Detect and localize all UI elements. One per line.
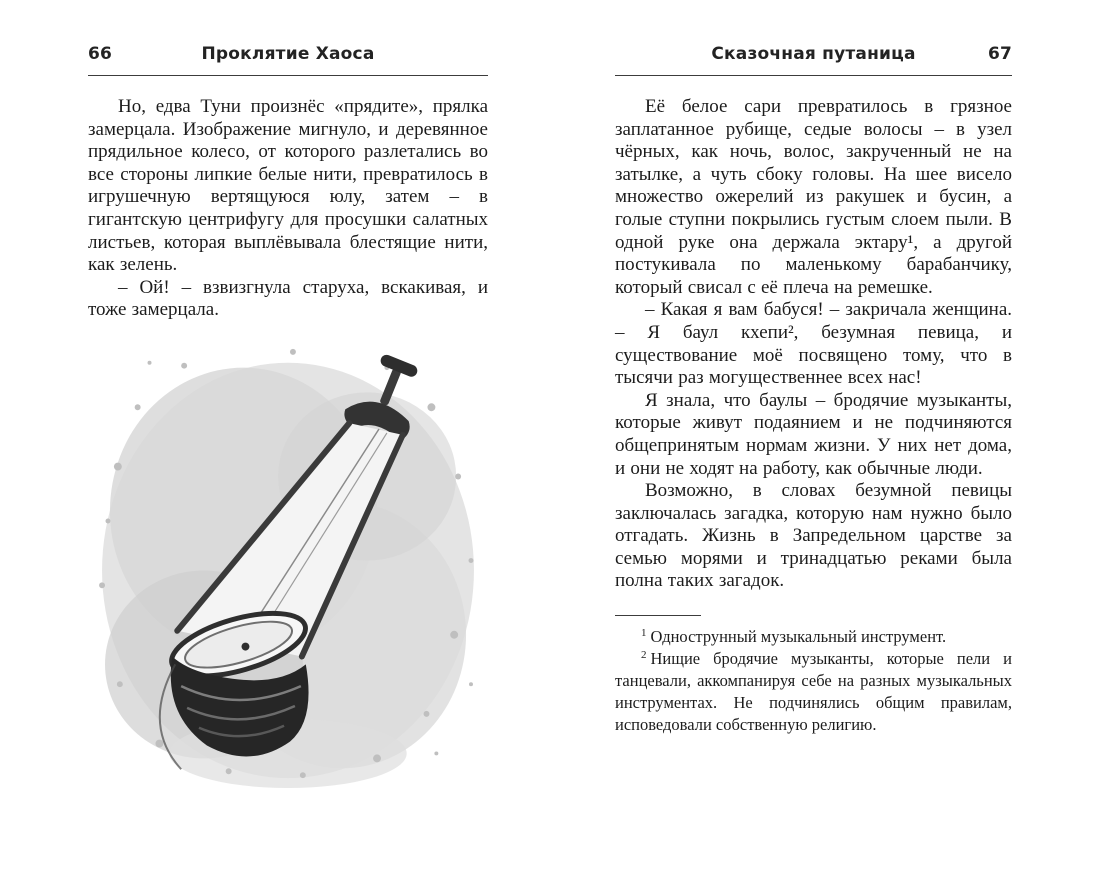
page-number-left: 66 (88, 44, 113, 64)
ektara-bridge (242, 643, 250, 651)
footnote-1-text: Однострунный музыкальный инструмент. (650, 627, 947, 647)
footnotes (615, 626, 1012, 736)
ektara-sketch-svg (88, 338, 488, 793)
footnote-2 (615, 648, 1012, 736)
footnote-rule (615, 615, 701, 616)
footnote-2-text: Нищие бродячие музыканты, которые пели и танцевали, аккомпанируя себе на разных музыкальных инструментах. Не подчинялись общим правилам, исповедовали собственную религию. (615, 649, 1012, 735)
body-text-right (615, 96, 1012, 593)
paragraph: Я знала, что баулы – бродячие музыканты, которые живут подаянием и не подчиняются общепринятым нормам жизни. У них нет дома, и они не ходят на работу, как обычные люди. (615, 389, 1012, 479)
page-number-right: 67 (987, 44, 1012, 64)
body-text-left (88, 96, 488, 322)
header-rule-left (88, 75, 488, 76)
page-header-right (615, 44, 1012, 66)
footnote-1 (615, 626, 1012, 648)
paragraph: Её белое сари превратилось в грязное заплатанное рубище, седые волосы – в узел чёрных, как ночь, волос, закрученный не на затылке, а чуть сбоку головы. На шее висело множество ожерелий из ракушек и бусин, а голые ступни покрылись густым слоем пыли. В одной руке она держала эктару¹, а другой постукивала по маленькому барабанчику, который свисал с её плеча на ремешке. (615, 96, 1012, 298)
paragraph: – Ой! – взвизгнула старуха, вскакивая, и тоже замерцала. (88, 276, 488, 321)
paragraph: – Какая я вам бабуся! – закричала женщина. – Я баул кхепи², безумная певица, и существование моё посвящено тому, что в тысячи раз могущественнее всех нас! (615, 299, 1012, 389)
page-right (550, 0, 1100, 873)
running-title-right: Сказочная путаница (711, 44, 916, 64)
running-title-left: Проклятие Хаоса (201, 44, 375, 64)
paragraph: Но, едва Туни произнёс «прядите», прялка замерцала. Изображение мигнуло, и деревянное прядильное колесо, от которого разлетались во все стороны липкие белые нити, превратилось в игрушечную вертящуюся юлу, затем – в гигантскую центрифугу для просушки салатных листьев, которая выплёвывала блестящие нити, как зелень. (88, 96, 488, 276)
footnote-1-marker: 1 (641, 626, 647, 639)
footnote-2-marker: 2 (641, 648, 647, 661)
page-header-left (88, 44, 488, 66)
header-rule-right (615, 75, 1012, 76)
paragraph: Возможно, в словах безумной певицы заключалась загадка, которую нам нужно было отгадать. Жизнь в Запредельном царстве за семью морями и тринадцатью реками была полна таких загадок. (615, 480, 1012, 592)
ektara-illustration (88, 338, 488, 793)
